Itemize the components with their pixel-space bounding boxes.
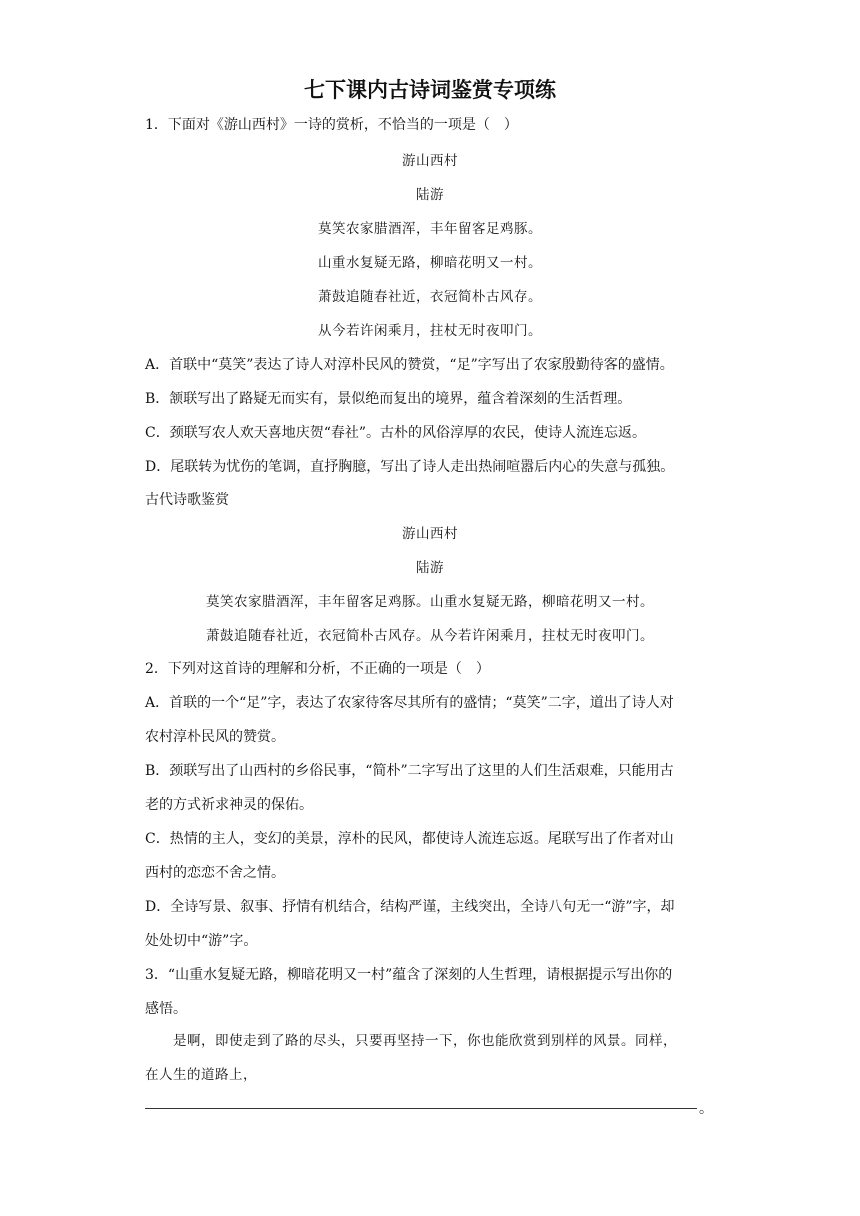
q1-poem-line-4: 从今若许闲乘月，拄杖无时夜叩门。: [318, 323, 542, 339]
q3-stem-line-2: 感悟。: [145, 1001, 187, 1017]
q1-option-d: D．尾联转为忧伤的笔调，直抒胸臆，写出了诗人走出热闹喧嚣后内心的失意与孤独。: [145, 459, 675, 475]
q3-prompt-line-1: 是啊，即使走到了路的尽头，只要再坚持一下，你也能欣赏到别样的风景。同样，: [173, 1033, 677, 1049]
section2-poem-line-1: 莫笑农家腊酒浑，丰年留客足鸡豚。山重水复疑无路，柳暗花明又一村。: [206, 594, 654, 610]
q2-option-d-line-2: 处处切中“游”字。: [145, 933, 258, 949]
q1-poem-line-2: 山重水复疑无路，柳暗花明又一村。: [318, 255, 542, 271]
section-heading: 古代诗歌鉴赏: [145, 492, 229, 508]
q1-option-c: C．颈联写农人欢天喜地庆贺“春社”。古朴的风俗淳厚的农民，使诗人流连忘返。: [145, 425, 647, 441]
q1-poem-author: 陆游: [416, 187, 444, 203]
section2-poem-title: 游山西村: [402, 526, 458, 542]
q2-option-b-line-1: B．颈联写出了山西村的乡俗民事，“简朴”二字写出了这里的人们生活艰难，只能用古: [145, 763, 674, 779]
section2-poem-author: 陆游: [416, 560, 444, 576]
page-title: 七下课内古诗词鉴赏专项练: [304, 78, 556, 102]
q2-option-a-line-1: A．首联的一个“足”字，表达了农家待客尽其所有的盛情；“莫笑”二字，道出了诗人对: [145, 695, 674, 711]
q2-stem: 2．下列对这首诗的理解和分析，不正确的一项是（ ）: [145, 661, 490, 677]
answer-end-mark: 。: [699, 1101, 713, 1117]
q2-option-c-line-2: 西村的恋恋不舍之情。: [145, 865, 285, 881]
q2-option-d-line-1: D．全诗写景、叙事、抒情有机结合，结构严谨，主线突出，全诗八句无一“游”字，却: [145, 899, 675, 915]
q1-option-a: A．首联中“莫笑”表达了诗人对淳朴民风的赞赏，“足”字写出了农家殷勤待客的盛情。: [145, 357, 674, 373]
q3-stem-line-1: 3．“山重水复疑无路，柳暗花明又一村”蕴含了深刻的人生哲理，请根据提示写出你的: [145, 967, 673, 983]
q1-poem-line-3: 萧鼓追随春社近，衣冠简朴古风存。: [318, 289, 542, 305]
answer-blank-line[interactable]: [145, 1108, 697, 1109]
q1-option-b: B．颔联写出了路疑无而实有，景似绝而复出的境界，蕴含着深刻的生活哲理。: [145, 391, 632, 407]
section2-poem-line-2: 萧鼓追随春社近，衣冠简朴古风存。从今若许闲乘月，拄杖无时夜叩门。: [206, 628, 654, 644]
q2-option-b-line-2: 老的方式祈求神灵的保佑。: [145, 797, 313, 813]
q1-poem-title: 游山西村: [402, 153, 458, 169]
q2-option-a-line-2: 农村淳朴民风的赞赏。: [145, 729, 285, 745]
q3-prompt-line-2: 在人生的道路上，: [145, 1067, 257, 1083]
q2-option-c-line-1: C．热情的主人，变幻的美景，淳朴的民风，都使诗人流连忘返。尾联写出了作者对山: [145, 831, 674, 847]
q1-poem-line-1: 莫笑农家腊酒浑，丰年留客足鸡豚。: [318, 221, 542, 237]
q1-stem: 1．下面对《游山西村》一诗的赏析，不恰当的一项是（ ）: [145, 117, 518, 133]
